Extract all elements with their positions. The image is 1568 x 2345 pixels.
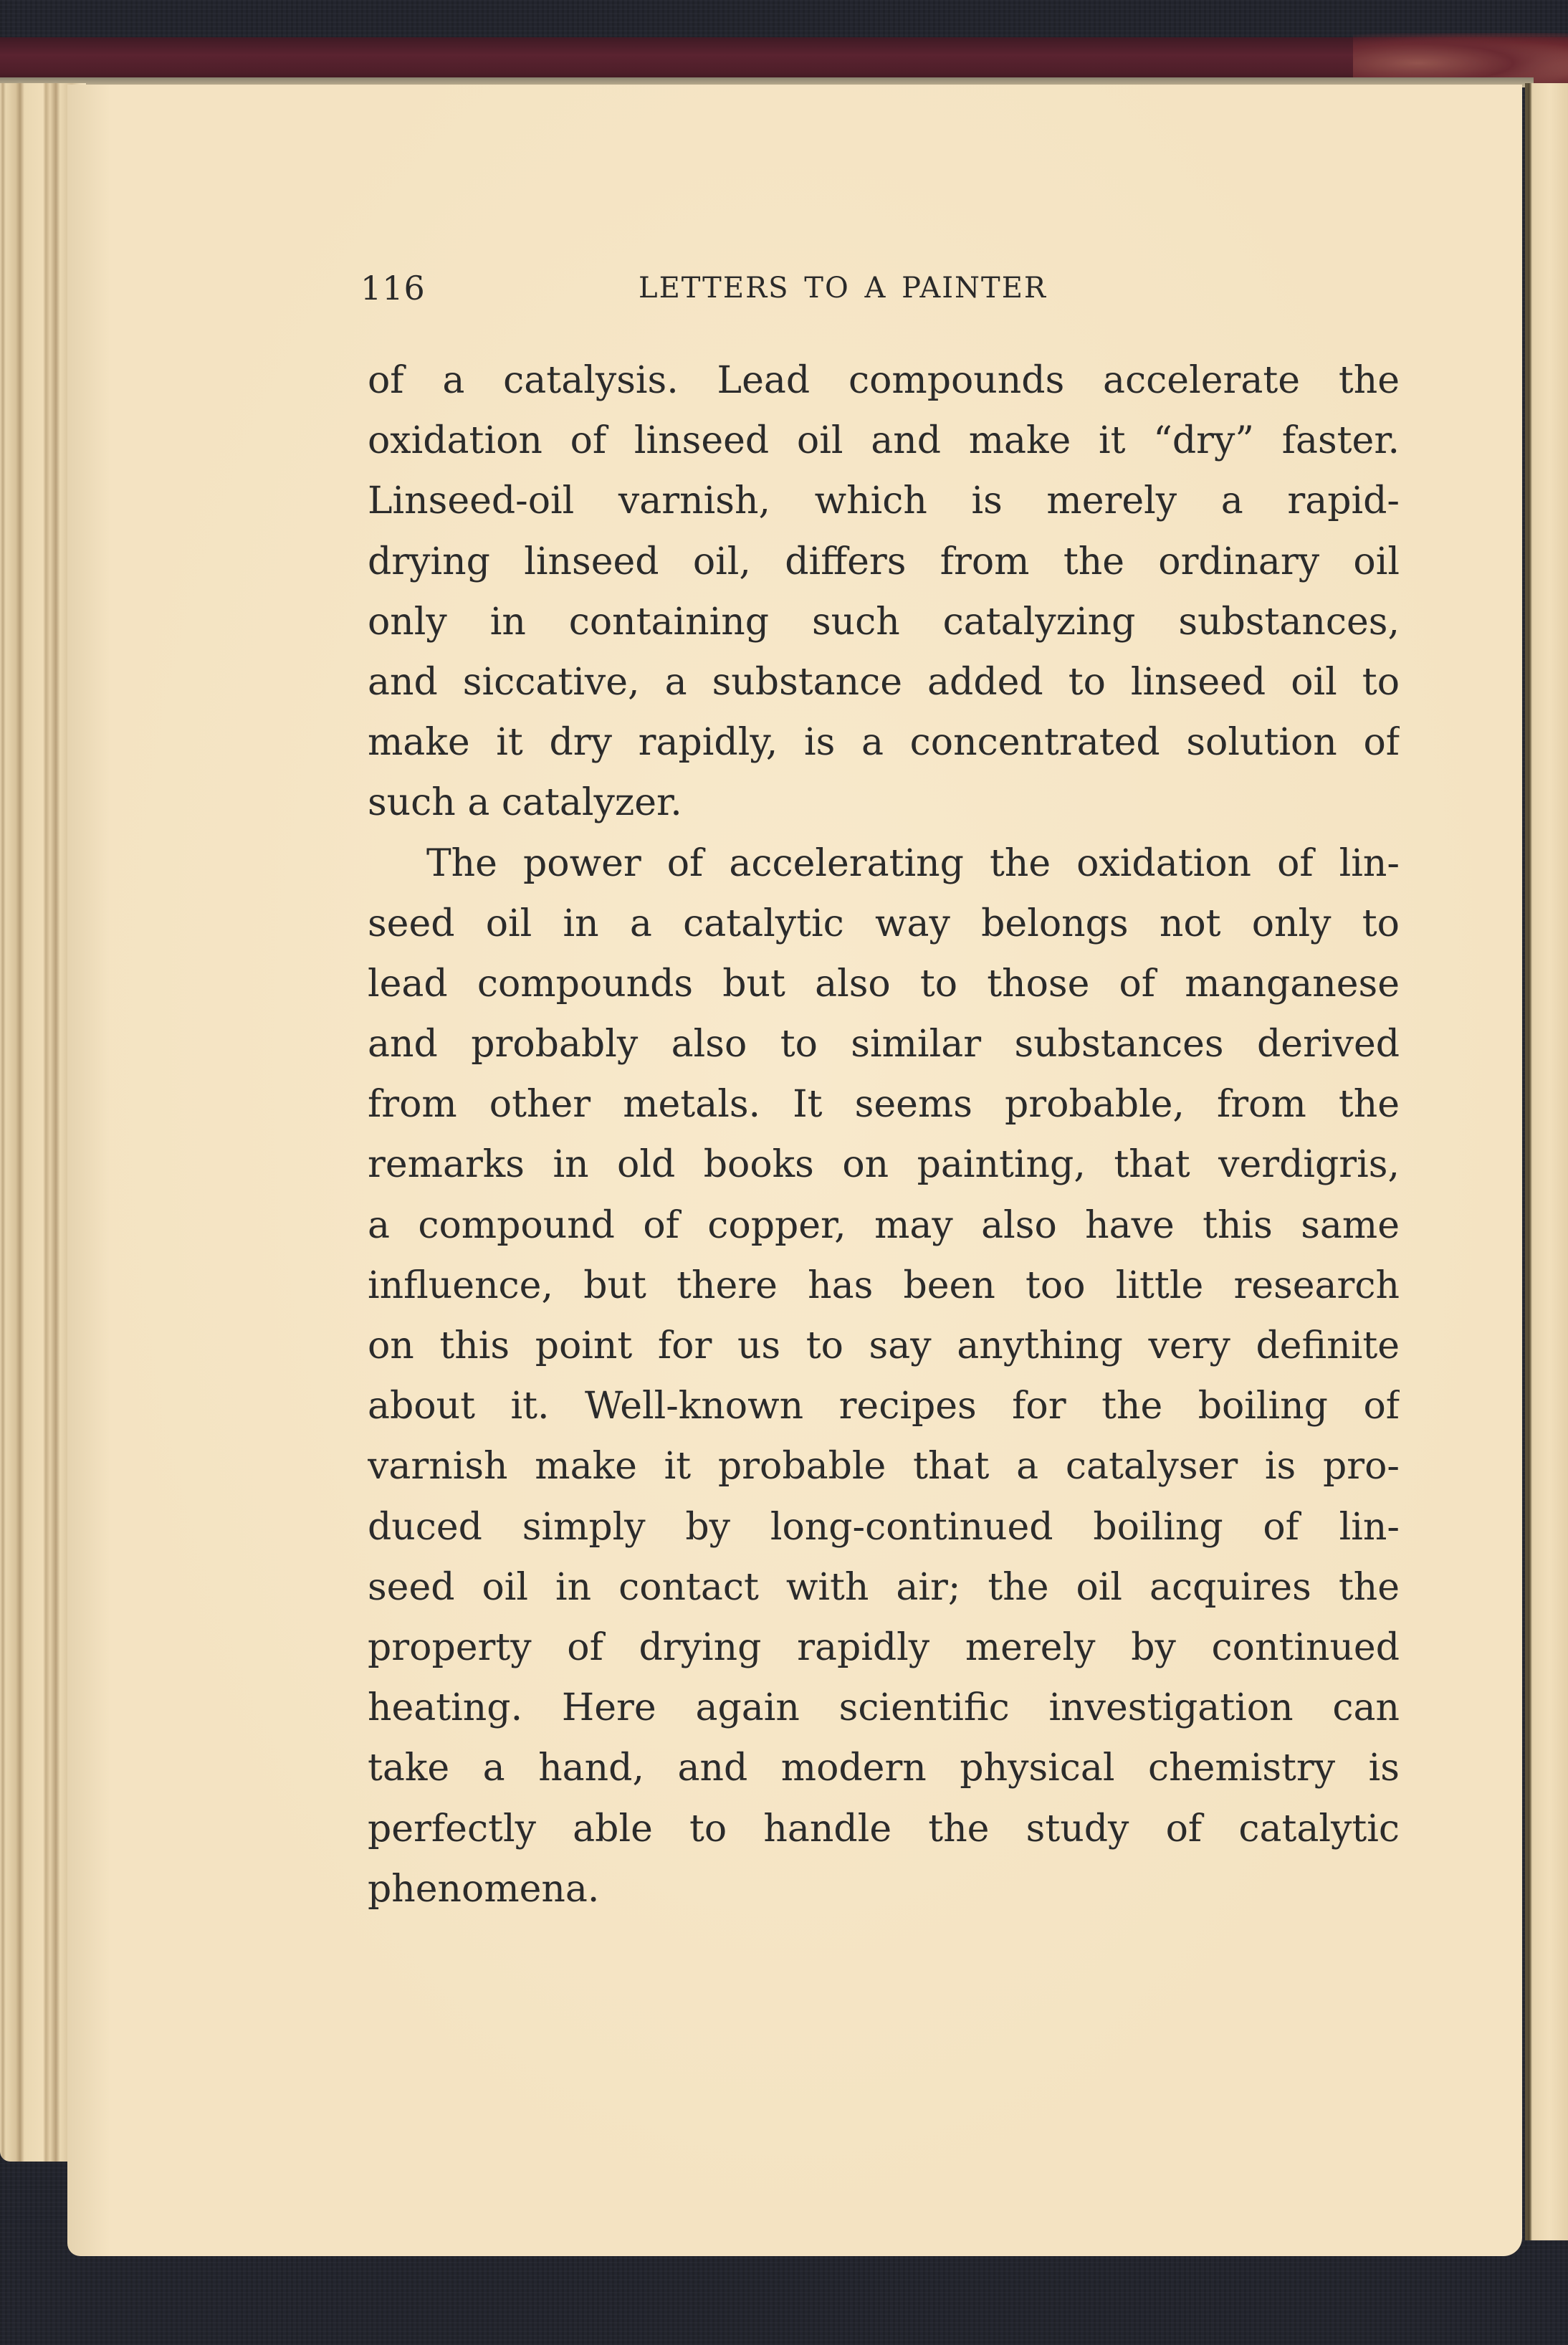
text-line: seed oil in a catalytic way belongs not only to: [368, 902, 1400, 945]
text-line: heating. Here again scientific investigation can: [368, 1686, 1400, 1730]
text-line: phenomena.: [368, 1867, 600, 1911]
text-line: a compound of copper, may also have this same: [368, 1203, 1400, 1247]
text-line: and siccative, a substance added to linseed oil to: [368, 660, 1400, 704]
frayed-headband-corner: [1353, 33, 1568, 83]
paragraph-1: [368, 350, 1400, 834]
text-line: of a catalysis. Lead compounds accelerate the: [368, 359, 1400, 402]
text-line: take a hand, and modern physical chemistry is: [368, 1747, 1400, 1790]
text-line: influence, but there has been too little research: [368, 1264, 1400, 1307]
running-head: [360, 267, 1185, 310]
text-line: Linseed-oil varnish, which is merely a rapid-: [368, 479, 1400, 523]
page-gutter-line: [1525, 83, 1528, 2240]
text-line: on this point for us to say anything very definite: [368, 1324, 1400, 1367]
text-line: varnish make it probable that a catalyser is pro-: [368, 1445, 1400, 1489]
text-line: perfectly able to handle the study of catalytic: [368, 1807, 1400, 1850]
text-line: make it dry rapidly, is a concentrated solution of: [368, 721, 1400, 765]
text-line: from other metals. It seems probable, from the: [368, 1083, 1400, 1127]
page-number: 116: [360, 269, 426, 307]
paragraph-2: [368, 834, 1400, 1919]
text-line: and probably also to similar substances derived: [368, 1023, 1400, 1066]
text-line: about it. Well-known recipes for the boiling of: [368, 1385, 1400, 1428]
running-title: LETTERS TO A PAINTER: [639, 272, 1048, 305]
text-line: lead compounds but also to those of manganese: [368, 962, 1400, 1006]
text-line: such a catalyzer.: [368, 781, 682, 825]
text-line: drying linseed oil, differs from the ordinary oil: [368, 540, 1400, 583]
text-line: seed oil in contact with air; the oil acquires the: [368, 1565, 1400, 1609]
next-page-edge: [1528, 83, 1568, 2240]
text-line: only in containing such catalyzing substances,: [368, 600, 1400, 644]
text-line: remarks in old books on painting, that verdigris,: [368, 1143, 1400, 1187]
book-headband: [0, 37, 1568, 82]
text-line: oxidation of linseed oil and make it “dry” faster.: [368, 419, 1400, 463]
text-line: The power of accelerating the oxidation of lin-: [426, 841, 1400, 885]
text-line: duced simply by long-continued boiling of lin-: [368, 1505, 1400, 1549]
body-text: [368, 350, 1400, 1919]
text-line: property of drying rapidly merely by continued: [368, 1625, 1400, 1669]
